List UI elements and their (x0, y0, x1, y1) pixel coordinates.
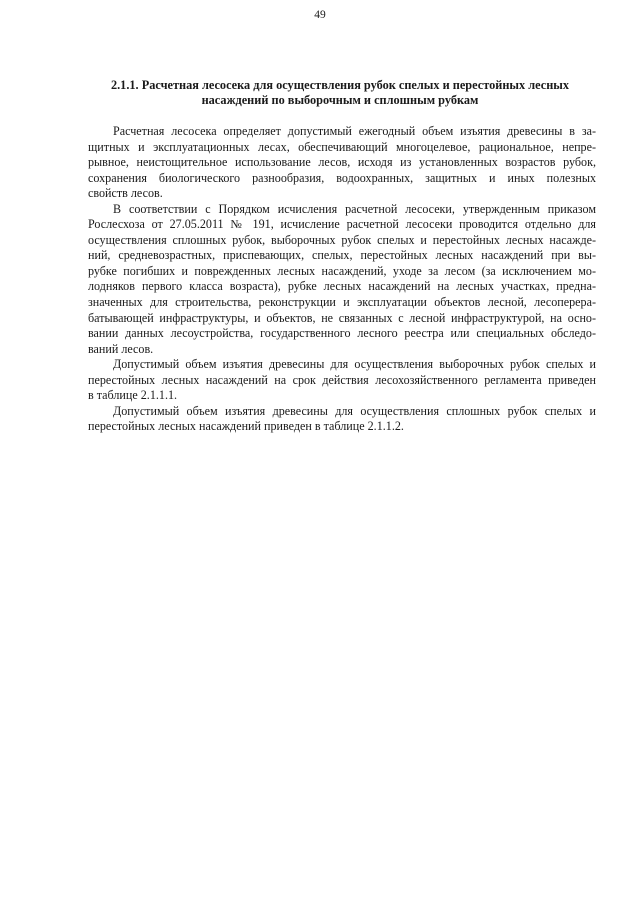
text-line: значенных для строительства, реконструкции и эксплуатации объектов лесной, лесоперера- (88, 295, 596, 310)
text-line: щитных и эксплуатационных лесах, обеспечивающий многоцелевое, рациональное, непре- (88, 139, 596, 154)
text-line: вании данных лесоустройства, государственного лесного реестра или специальных обследо- (88, 326, 596, 341)
body-text (88, 124, 596, 435)
text-line: свойств лесов. (88, 186, 163, 201)
paragraph (88, 202, 596, 357)
text-line: перестойных лесных насаждений приведен в таблице 2.1.1.2. (88, 419, 404, 434)
section-heading-line: насаждений по выборочным и сплошным рубкам (201, 93, 479, 108)
text-line: батывающей инфраструктуры, и объектов, не связанных с лесной инфраструктурой, на осно- (88, 310, 596, 325)
text-line: лодняков первого класса возраста), рубке лесных насаждений на лесных участках, предна- (88, 279, 596, 294)
text-line: перестойных лесных насаждений на срок действия лесохозяйственного регламента приведен (88, 372, 596, 387)
section-heading (86, 78, 594, 109)
text-line: рывное, неистощительное использование лесов, исходя из установленных возрастов рубок, (88, 155, 596, 170)
text-line: сохранения биологического разнообразия, водоохранных, защитных и иных полезных (88, 170, 596, 185)
text-line: В соответствии с Порядком исчисления расчетной лесосеки, утвержденным приказом (113, 201, 596, 216)
text-line: Допустимый объем изъятия древесины для осуществления сплошных рубок спелых и (113, 403, 596, 418)
text-line: осуществления сплошных рубок, выборочных рубок спелых и перестойных лесных насажде- (88, 232, 596, 247)
text-line: в таблице 2.1.1.1. (88, 388, 178, 403)
section-heading-line: 2.1.1. Расчетная лесосека для осуществления рубок спелых и перестойных лесных (110, 78, 570, 92)
paragraph (88, 404, 596, 435)
text-line: Допустимый объем изъятия древесины для осуществления выборочных рубок спелых и (113, 357, 596, 372)
text-line: рубке погибших и поврежденных лесных насаждений, уходе за лесом (за исключением мо- (88, 263, 596, 278)
text-line: ваний лесов. (88, 341, 154, 356)
paragraph (88, 124, 596, 202)
text-line: Рослесхоза от 27.05.2011 № 191, исчисление расчетной лесосеки проводится отдельно для (88, 217, 596, 232)
text-line: Расчетная лесосека определяет допустимый ежегодный объем изъятия древесины в за- (113, 124, 596, 138)
text-line: ний, средневозрастных, приспевающих, спелых, перестойных лесных насаждений при вы- (88, 248, 596, 263)
page-number: 49 (314, 9, 326, 21)
paragraph (88, 357, 596, 404)
